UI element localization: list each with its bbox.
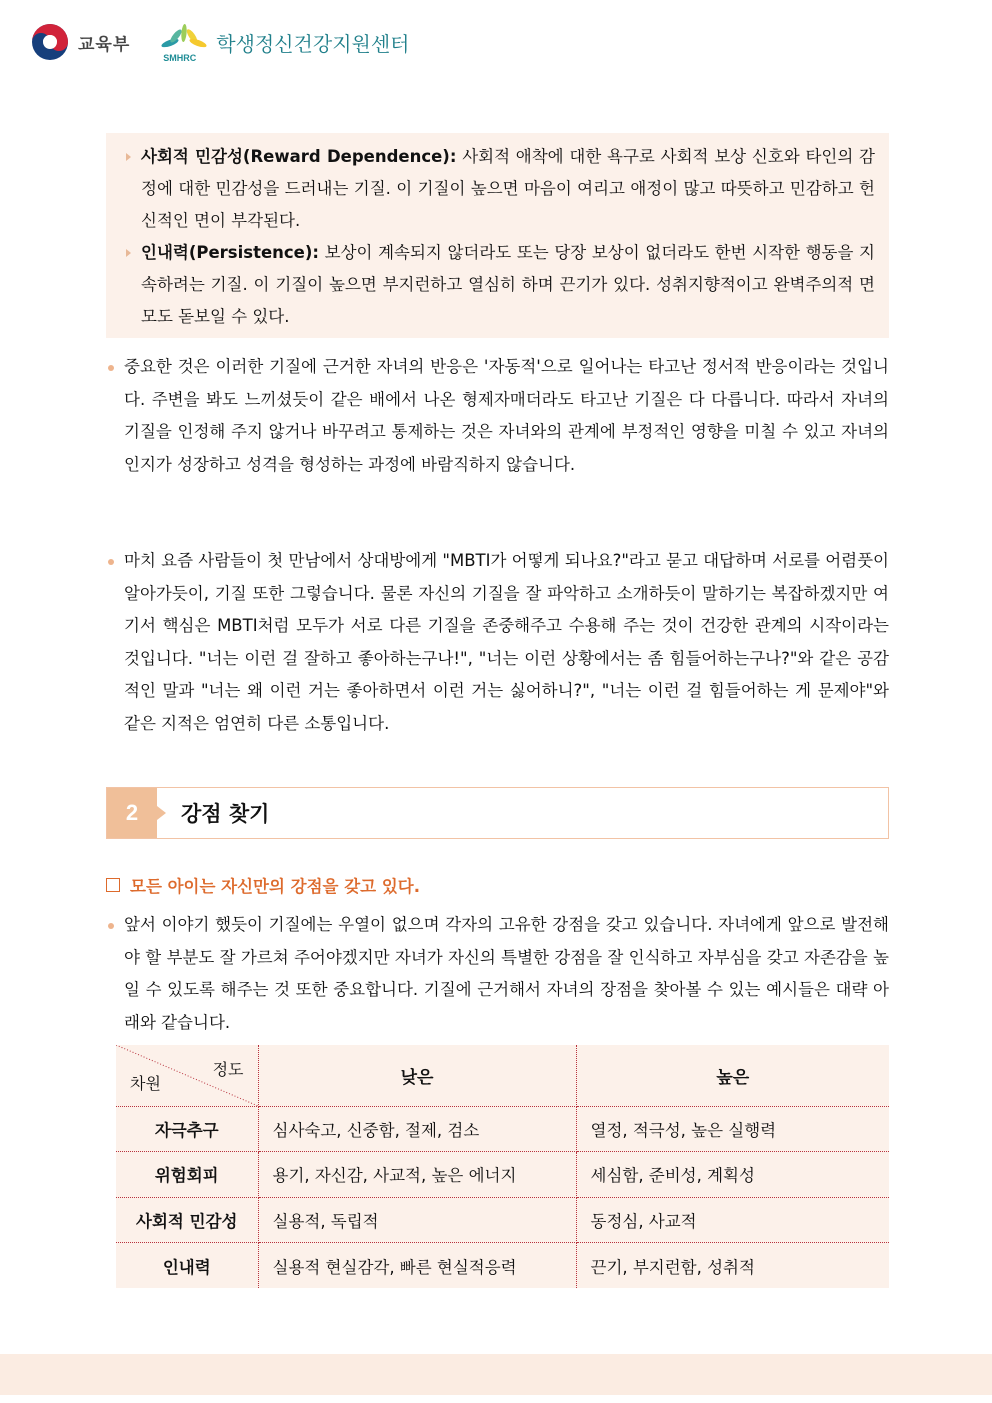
sunburst-leaf-icon — [160, 21, 208, 51]
table-row — [116, 1152, 889, 1198]
definition-item-persistence — [126, 237, 875, 333]
cell-low: 용기, 자신감, 사교적, 높은 에너지 — [258, 1152, 576, 1198]
triangle-bullet-icon — [126, 249, 131, 257]
smhrc-logo — [160, 21, 208, 63]
definition-term: 사회적 민감성(Reward Dependence): — [141, 147, 457, 166]
triangle-bullet-icon — [126, 153, 131, 161]
dot-bullet-icon — [108, 559, 114, 565]
cell-low: 실용적, 독립적 — [258, 1197, 576, 1243]
column-header-high: 높은 — [576, 1045, 889, 1106]
square-bullet-icon — [106, 878, 120, 892]
bullet-paragraph — [106, 545, 889, 740]
bullet-paragraph — [106, 351, 889, 481]
bullet-paragraph — [106, 909, 889, 1039]
cell-high: 동정심, 사교적 — [576, 1197, 889, 1243]
definition-text: 보상이 계속되지 않더라도 또는 당장 보상이 없더라도 한번 시작한 행동을 지속하려는 기질. 이 기질이 높으면 부지런하고 열심히 하며 끈기가 있다. 성취지향적이고 완벽주의적 면모도 돋보일 수 있다. — [141, 243, 875, 326]
ministry-name: 교육부 — [78, 34, 131, 55]
subheading-text: 모든 아이는 자신만의 강점을 갖고 있다. — [130, 877, 421, 896]
row-header: 자극추구 — [116, 1106, 258, 1152]
document-header — [30, 20, 409, 64]
corner-label-dimension: 차원 — [130, 1073, 161, 1093]
subheading — [106, 873, 420, 897]
paragraph-text: 앞서 이야기 했듯이 기질에는 우열이 없으며 각자의 고유한 강점을 갖고 있습니다. 자녀에게 앞으로 발전해야 할 부분도 잘 가르쳐 주어야겠지만 자녀가 자신의 특별한 강점을 잘 인식하고 자부심을 갖고 자존감을 높일 수 있도록 해주는 것 또한 중요합니다. 기질에 근거해서 자녀의 장점을 찾아볼 수 있는 예시들은 대략 아래와 같습니다. — [124, 915, 889, 1032]
dot-bullet-icon — [108, 365, 114, 371]
strengths-table — [116, 1045, 889, 1288]
cell-high: 끈기, 부지런함, 성취적 — [590, 1257, 755, 1277]
ministry-logo-group — [30, 22, 130, 62]
taegeuk-logo-icon — [30, 22, 70, 62]
paragraph-text: 마치 요즘 사람들이 첫 만남에서 상대방에게 "MBTI가 어떻게 되나요?"라고 묻고 대답하며 서로를 어렴풋이 알아가듯이, 기질 또한 그렇습니다. 물론 자신의 기질을 잘 파악하고 소개하듯이 말하기는 복잡하겠지만 여기서 핵심은 MBTI처럼 모두가 서로 다른 기질을 존중해주고 수용해 주는 것이 건강한 관계의 시작이라는 것입니다. "너는 이런 걸 잘하고 좋아하는구나!", "너는 이런 상황에서는 좀 힘들어하는구나?"와 같은 공감적인 말과 "너는 왜 이런 거는 좋아하면서 이런 거는 싫어하니?", "너는 이런 걸 힘들어하는 게 문제야"와 같은 지적은 엄연히 다른 소통입니다. — [124, 551, 889, 733]
section-header — [106, 787, 889, 839]
paragraph-text: 중요한 것은 이러한 기질에 근거한 자녀의 반응은 '자동적'으로 일어나는 타고난 정서적 반응이라는 것입니다. 주변을 봐도 느끼셨듯이 같은 배에서 나온 형제자매더라도 타고난 기질은 다 다릅니다. 따라서 자녀의 기질을 인정해 주지 않거나 바꾸려고 통제하는 것은 자녀와의 관계에 부정적인 영향을 미칠 수 있고 자녀의 인지가 성장하고 성격을 형성하는 과정에 바람직하지 않습니다. — [124, 357, 889, 474]
cell-low: 실용적 현실감각, 빠른 현실적응력 — [258, 1243, 576, 1289]
column-header-low: 낮은 — [258, 1045, 576, 1106]
center-name: 학생정신건강지원센터 — [216, 31, 410, 56]
section-number-badge: 2 — [107, 788, 157, 838]
row-header: 인내력 — [116, 1243, 258, 1289]
row-header: 위험회피 — [116, 1152, 258, 1198]
row-header: 사회적 민감성 — [116, 1197, 258, 1243]
corner-label-degree: 정도 — [212, 1060, 244, 1079]
dot-bullet-icon — [108, 923, 114, 929]
cell-high: 열정, 적극성, 높은 실행력 — [576, 1106, 889, 1152]
center-abbr: SMHRC — [163, 53, 197, 63]
footer-band — [0, 1354, 992, 1395]
temperament-definition-box — [106, 133, 889, 338]
table-corner-cell — [116, 1045, 258, 1106]
table-row — [116, 1243, 889, 1289]
definition-item-reward-dependence — [126, 141, 875, 237]
cell-low: 심사숙고, 신중함, 절제, 검소 — [258, 1106, 576, 1152]
table-header-row — [116, 1045, 889, 1106]
definition-term: 인내력(Persistence): — [141, 243, 320, 262]
section-title: 강점 찾기 — [181, 802, 270, 826]
table-row — [116, 1106, 889, 1152]
table-row — [116, 1197, 889, 1243]
center-logo-group — [160, 21, 409, 63]
cell-high: 세심함, 준비성, 계획성 — [576, 1152, 889, 1198]
definition-text: 사회적 애착에 대한 욕구로 사회적 보상 신호와 타인의 감정에 대한 민감성을 드러내는 기질. 이 기질이 높으면 마음이 여리고 애정이 많고 따뜻하고 민감하고 헌신적인 면이 부각된다. — [141, 147, 875, 230]
